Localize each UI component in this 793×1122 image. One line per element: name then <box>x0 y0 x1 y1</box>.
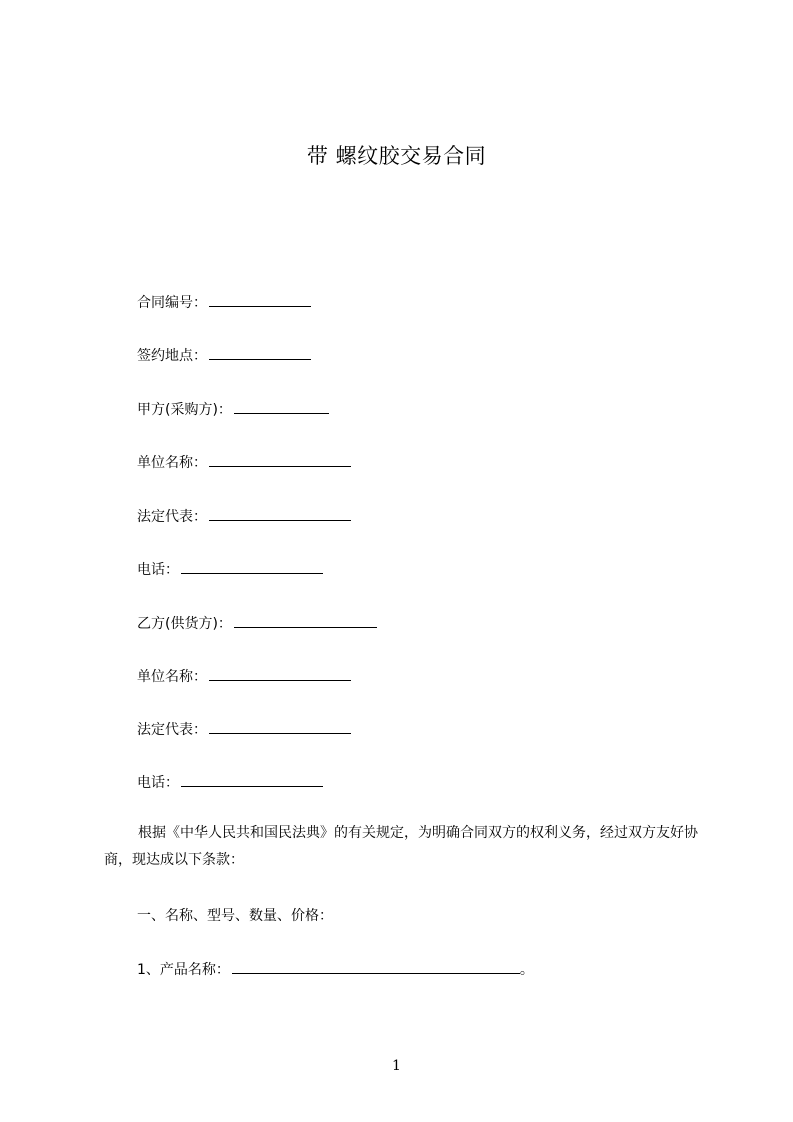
party-b-blank[interactable] <box>234 613 377 628</box>
party-a-phone-field <box>137 559 323 580</box>
section-heading: 一、名称、型号、数量、价格： <box>137 908 333 924</box>
party-b-label: 乙方(供货方)： <box>137 616 232 632</box>
product-name-suffix: 。 <box>519 962 534 978</box>
party-b-legal-rep-field <box>137 719 351 740</box>
party-a-unit-name-blank[interactable] <box>209 452 351 467</box>
party-a-label: 甲方(采购方)： <box>137 402 232 418</box>
document-title: 带 螺纹胶交易合同 <box>306 144 487 168</box>
product-name-blank[interactable] <box>232 959 520 974</box>
party-b-unit-name-blank[interactable] <box>209 666 351 681</box>
party-b-unit-name-field <box>137 666 351 687</box>
signing-location-label: 签约地点： <box>137 348 207 364</box>
contract-number-blank[interactable] <box>209 292 311 307</box>
signing-location-field <box>137 345 311 366</box>
party-a-unit-name-label: 单位名称： <box>137 455 207 471</box>
party-a-unit-name-field <box>137 452 351 473</box>
party-b-phone-blank[interactable] <box>181 772 323 787</box>
party-a-legal-rep-blank[interactable] <box>209 506 351 521</box>
party-a-blank[interactable] <box>234 399 329 414</box>
product-name-field <box>137 959 534 980</box>
party-b-phone-field <box>137 772 323 793</box>
party-a-legal-rep-field <box>137 506 351 527</box>
product-name-label: 1、产品名称： <box>137 962 230 978</box>
party-a-phone-label: 电话： <box>137 562 179 578</box>
party-b-field <box>137 613 377 634</box>
party-a-field <box>137 399 329 420</box>
signing-location-blank[interactable] <box>209 345 311 360</box>
party-b-legal-rep-blank[interactable] <box>209 719 351 734</box>
page-number: 1 <box>392 1058 401 1074</box>
intro-paragraph: 根据《中华人民共和国民法典》的有关规定，为明确合同双方的权利义务，经过双方友好协商，现达成以下条款： <box>104 825 698 868</box>
contract-number-field <box>137 292 311 313</box>
party-b-phone-label: 电话： <box>137 775 179 791</box>
contract-number-label: 合同编号： <box>137 295 207 311</box>
party-a-phone-blank[interactable] <box>181 559 323 574</box>
party-b-unit-name-label: 单位名称： <box>137 669 207 685</box>
party-b-legal-rep-label: 法定代表： <box>137 722 207 738</box>
party-a-legal-rep-label: 法定代表： <box>137 509 207 525</box>
